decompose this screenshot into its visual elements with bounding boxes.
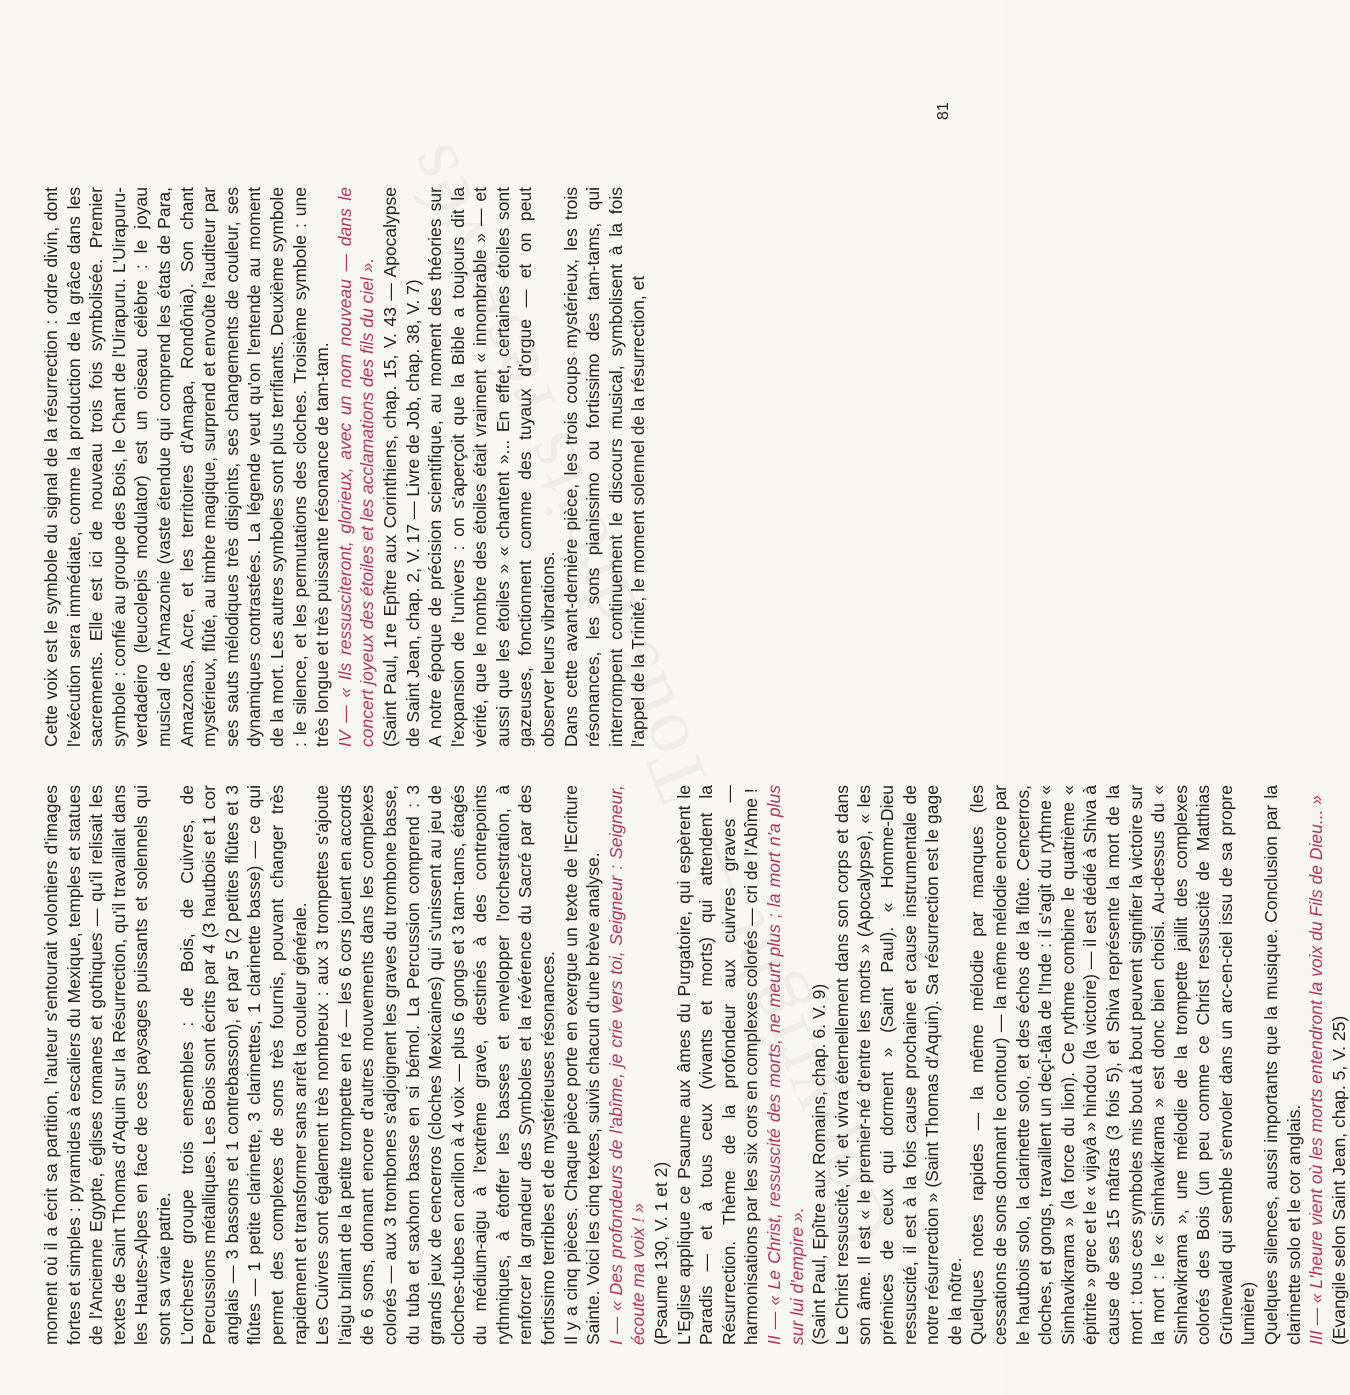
paragraph: Quelques notes rapides — la même mélodie par manques (les cessations de sons donnant le contour) — la même mélodie encore par le hautbois solo, la clarinette solo, et des échos de la flûte. Cencerros, cloches, et gongs, travaillent un deçî-tâla de l'Inde : il s'agit du rythme « Simhavikrama » (la force du lion). Ce rythme combine le quatrième « épitrite » grec et le « vijayâ » hindou (la victoire) — il est dédié à Shiva à cause de ses 15 mâtras (3 fois 5), et Shiva représente la mort de la mort : tous ces symboles mis bout à bout peuvent signifier la victoire sur la mort : le « Simhavikrama » est donc bien choisi. Au-dessus du « Simhavikrama », une mélodie de la trompette jaillit des complexes colorés des Bois (un peu comme ce Christ ressuscité de Matthias Grünewald qui semble s'envoler dans un arc-en-ciel issu de sa propre lumière) [967, 785, 1259, 1345]
paragraph: Cette voix est le symbole du signal de la résurrection : ordre divin, dont l'exécution sera immédiate, comme la production de la grâce dans les sacrements. Elle est ici de nouveau trois fois symbolisée. Premier symbole : confié au groupe des Bois, le Chant de l'Uirapuru. L'Uirapuru-verdadeiro (leucolepis modulator) est un oiseau célèbre : le joyau musical de l'Amazonie (vaste étendue qui comprend les états de Para, Amazonas, Acre, et les territoires d'Amapa, Rondônia). Son chant mystérieux, flûté, au timbre magique, surprend et envoûte l'auditeur par ses sauts mélodiques très disjoints, ses changements de couleur, ses dynamiques contrastées. La légende veut qu'on l'entende au moment de la mort. Les autres symboles sont plus terrifiants. Deuxième symbole : le silence, et les permutations des cloches. Troisième symbole : une très longue et très puissante résonance de tam-tam. [41, 187, 333, 747]
scripture-quote: II — « Le Christ, ressuscité des morts, ne meurt plus ; la mort n'a plus sur lui d'empire ». [764, 785, 807, 1345]
scripture-quote: I — « Des profondeurs de l'abîme, je crie vers toi, Seigneur : Seigneur, écoute ma voix ! » [605, 785, 649, 1345]
scripture-reference: (Evangile selon Saint Jean, chap. 5, V. 25) [1328, 1015, 1349, 1345]
scripture-reference: (Saint Paul, Epître aux Romains, chap. 6. V. 9) [809, 983, 830, 1345]
scripture-quote: IV — « Ils ressusciteront, glorieux, avec un nom nouveau — dans le concert joyeux des étoiles et les acclamations des fils du ciel ». [334, 187, 378, 747]
rotated-content [40, 45, 1349, 1345]
paragraph: Il y a cinq pièces. Chaque pièce porte en exergue un texte de l'Ecriture Sainte. Voici les cinq textes, suivis chacun d'une brève analyse. [560, 785, 604, 1345]
scripture-reference: (Saint Paul, 1re Epître aux Corinthiens, chap. 15, V. 43 — Apocalypse de Saint Jean, chap. 2, V. 17 — Livre de Job, chap. 38, V. 7) [379, 187, 423, 747]
paragraph: L'Eglise applique ce Psaume aux âmes du Purgatoire, qui espèrent le Paradis — et à tous ceux (vivants et morts) qui attendent la Résurrection. Thème de la profondeur aux cuivres graves — harmonisations par les six cors en complexes colorés — cri de l'Abîme ! [673, 785, 762, 1345]
paragraph: Dans cette avant-dernière pièce, les trois coups mystérieux, les trois résonances, les sons pianissimo ou fortissimo des tam-tams, qui interrompent continuement le discours musical, symbolisent à la fois l'appel de la Trinité, le moment solennel de la résurrection, et [560, 187, 649, 747]
paragraph: moment où il a écrit sa partition, l'auteur s'entourait volontiers d'images fortes et simples : pyramides à escaliers du Mexique, temples et statues de l'Ancienne Egypte, églises romanes et gothiques — qu'il relisait les textes de Saint Thomas d'Aquin sur la Résurrection, qu'il travaillait dans les Hautes-Alpes en face de ces paysages puissants et solennels qui sont sa vraie patrie. [41, 785, 174, 1345]
paragraph: Le Christ ressuscité, vit, et vivra éternellement dans son corps et dans son âme. Il est « le premier-né d'entre les morts » (Apocalypse), « les prémices de ceux qui dorment » (Saint Paul). « Homme-Dieu ressuscité, il est à la fois cause prochaine et cause instrumentale de notre résurrection » (Saint Thomas d'Aquin). Sa résurrection est le gage de la nôtre. [831, 785, 965, 1345]
scripture-quote: III — « L'heure vient où les morts entendront la voix du Fils de Dieu... » [1306, 794, 1327, 1345]
paragraph: A notre époque de précision scientifique, au moment des théories sur l'expansion de l'univers : on s'aperçoit que la Bible a toujours dit la vérité, que le nombre des étoiles était vraiment « innombrable » — et aussi que les étoiles » « chantent »... En effet, certaines étoiles sont gazeuses, fonctionnent comme des tuyaux d'orgue — et on peut observer leurs vibrations. [425, 187, 559, 747]
text-column-right [40, 187, 960, 747]
paragraph: Quelques silences, aussi importants que la musique. Conclusion par la clarinette solo et le cor anglais. [1261, 785, 1304, 1345]
paragraph: Les Cuivres sont également très nombreux : aux 3 trompettes s'ajoute l'aigu brillant de la petite trompette en ré — les 6 cors jouent en accords de 6 sons, donnant encore d'autres mouvements dans les complexes colorés — aux 3 trombones s'adjoignent les graves du trombone basse, du tuba et saxhorn basse en si bémol. La Percussion comprend : 3 grands jeux de cencerros (cloches Mexicaines) qui s'unissent au jeu de cloches-tubes en carillon à 4 voix — plus 6 gongs et 3 tam-tams, étagés du médium-aigu à l'extrême grave, destinés à des contrepoints rythmiques, à étoffer les basses et envelopper l'orchestration, à renforcer la grandeur des Symboles et la révérence du Sacré par des fortissimo terribles et de mystérieuses résonances. [312, 785, 559, 1345]
paragraph: L'orchestre groupe trois ensembles : de Bois, de Cuivres, de Percussions métalliques. Les Bois sont écrits par 4 (3 hautbois et 1 cor anglais — 3 bassons et 1 contrebasson), et par 5 (2 petites flûtes et 3 flûtes — 1 petite clarinette, 3 clarinettes, 1 clarinette basse) — ce qui permet des complexes de sons très fournis, pouvant changer très rapidement et transformer sans arrêt la couleur générale. [176, 785, 310, 1345]
text-column-left [40, 785, 1349, 1345]
page-number: 81 [935, 102, 952, 120]
scripture-reference: (Psaume 130, V. 1 et 2) [651, 1161, 672, 1345]
